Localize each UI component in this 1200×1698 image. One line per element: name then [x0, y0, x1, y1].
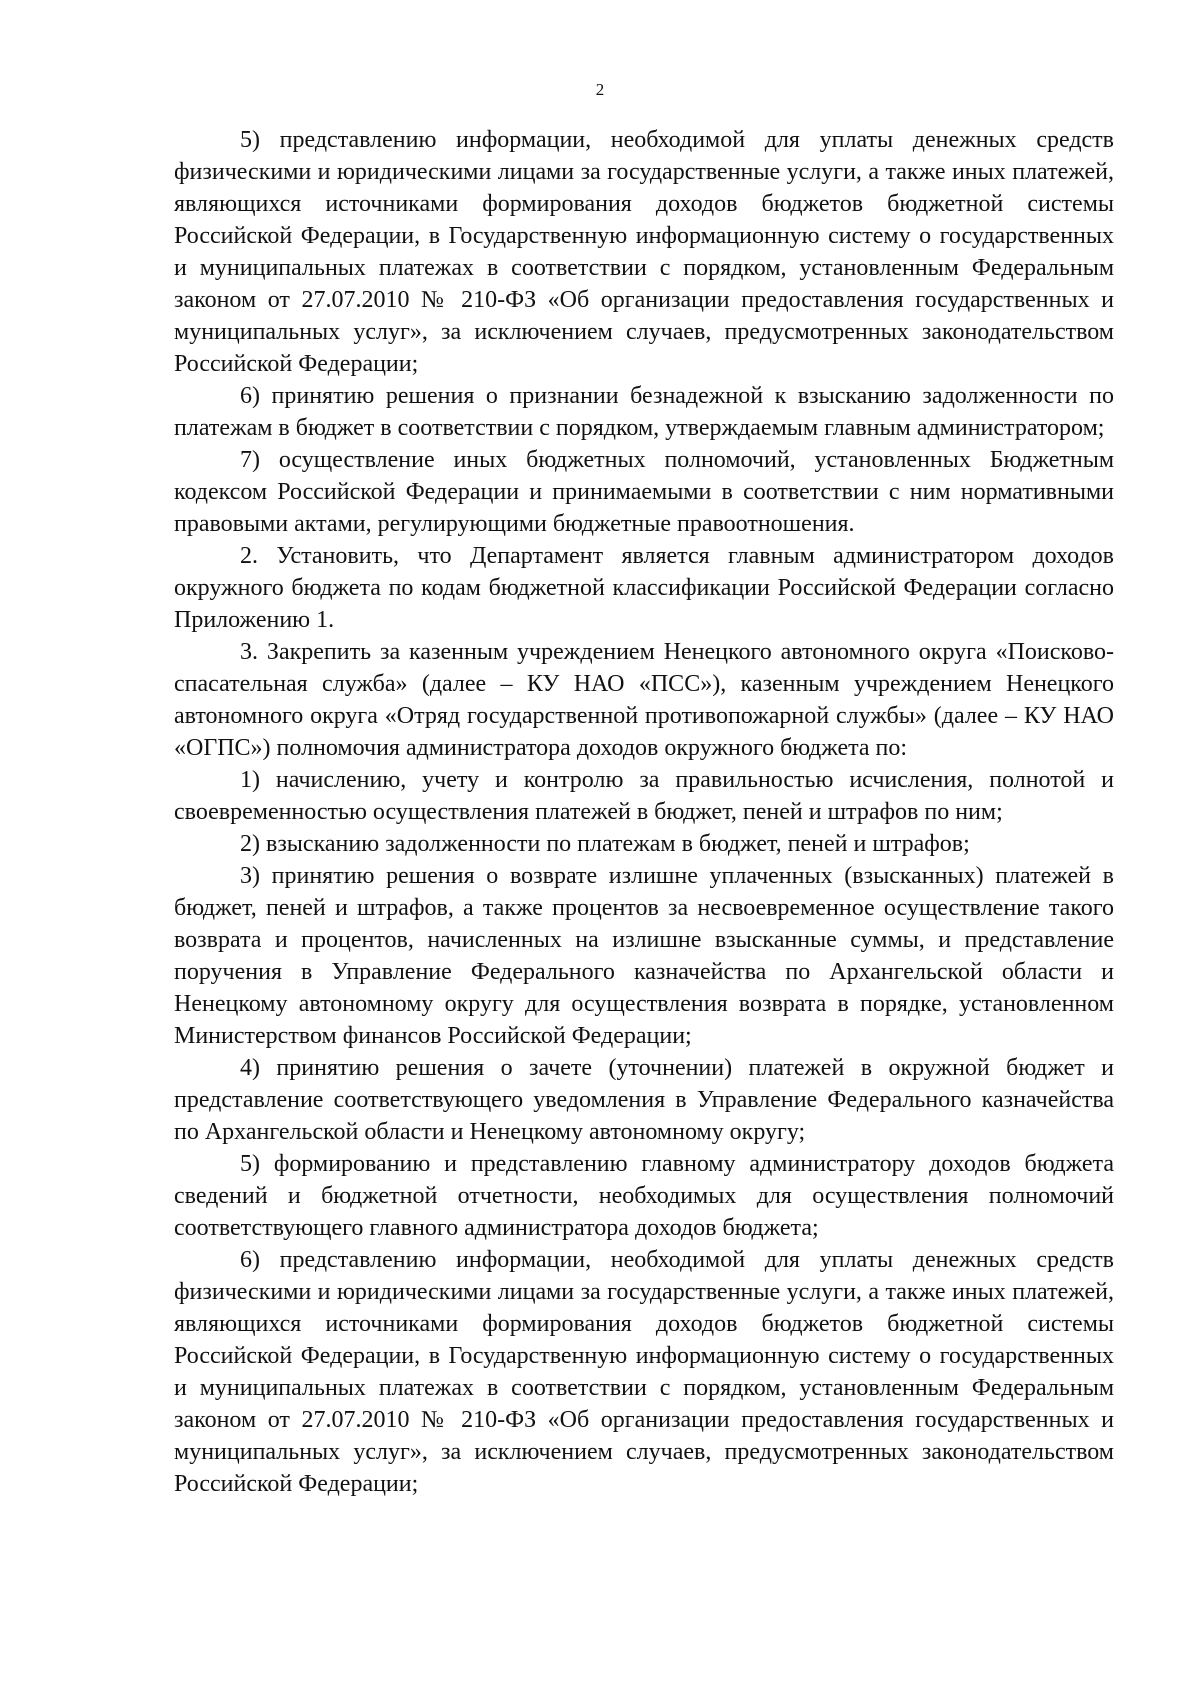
paragraph-clause-2: 2. Установить, что Департамент является главным администратором доходов окружного бюджета по кодам бюджетной классификации Российской Федерации согласно Приложению 1.: [174, 543, 1114, 633]
paragraph-item-6: 6) принятию решения о признании безнадежной к взысканию задолженности по платежам в бюджет в соответствии с порядком, утверждаемым главным администратором;: [174, 383, 1114, 441]
paragraph-subitem-3: 3) принятию решения о возврате излишне уплаченных (взысканных) платежей в бюджет, пеней и штрафов, а также процентов за несвоевременное осуществление такого возврата и процентов, начисленных на излишне взысканные суммы, и представление поручения в Управление Федерального казначейства по Архангельской области и Ненецкому автономному округу для осуществления возврата в порядке, установленном Министерством финансов Российской Федерации;: [174, 863, 1114, 1049]
paragraph-item-7: 7) осуществление иных бюджетных полномочий, установленных Бюджетным кодексом Российской Федерации и принимаемыми в соответствии с ним нормативными правовыми актами, регулирующими бюджетные правоотношения.: [174, 447, 1114, 537]
paragraph-subitem-1: 1) начислению, учету и контролю за правильностью исчисления, полнотой и своевременностью осуществления платежей в бюджет, пеней и штрафов по ним;: [174, 767, 1114, 825]
paragraph-subitem-4: 4) принятию решения о зачете (уточнении) платежей в окружной бюджет и представление соответствующего уведомления в Управление Федерального казначейства по Архангельской области и Ненецкому автономному округу;: [174, 1055, 1114, 1145]
paragraph-subitem-6: 6) представлению информации, необходимой для уплаты денежных средств физическими и юридическими лицами за государственные услуги, а также иных платежей, являющихся источниками формирования доходов бюджетов бюджетной системы Российской Федерации, в Государственную информационную систему о государственных и муниципальных платежах в соответствии с порядком, установленным Федеральным законом от 27.07.2010 № 210-ФЗ «Об организации предоставления государственных и муниципальных услуг», за исключением случаев, предусмотренных законодательством Российской Федерации;: [174, 1247, 1114, 1497]
document-body: [174, 124, 1114, 1500]
paragraph-item-5: 5) представлению информации, необходимой для уплаты денежных средств физическими и юридическими лицами за государственные услуги, а также иных платежей, являющихся источниками формирования доходов бюджетов бюджетной системы Российской Федерации, в Государственную информационную систему о государственных и муниципальных платежах в соответствии с порядком, установленным Федеральным законом от 27.07.2010 № 210-ФЗ «Об организации предоставления государственных и муниципальных услуг», за исключением случаев, предусмотренных законодательством Российской Федерации;: [174, 127, 1114, 377]
paragraph-subitem-2: 2) взысканию задолженности по платежам в бюджет, пеней и штрафов;: [240, 831, 970, 857]
paragraph-subitem-5: 5) формированию и представлению главному администратору доходов бюджета сведений и бюджетной отчетности, необходимых для осуществления полномочий соответствующего главного администратора доходов бюджета;: [174, 1151, 1114, 1241]
paragraph-clause-3: 3. Закрепить за казенным учреждением Ненецкого автономного округа «Поисково-спасательная служба» (далее – КУ НАО «ПСС»), казенным учреждением Ненецкого автономного округа «Отряд государственной противопожарной службы» (далее – КУ НАО «ОГПС») полномочия администратора доходов окружного бюджета по:: [174, 639, 1114, 761]
page-number: 2: [595, 80, 605, 99]
